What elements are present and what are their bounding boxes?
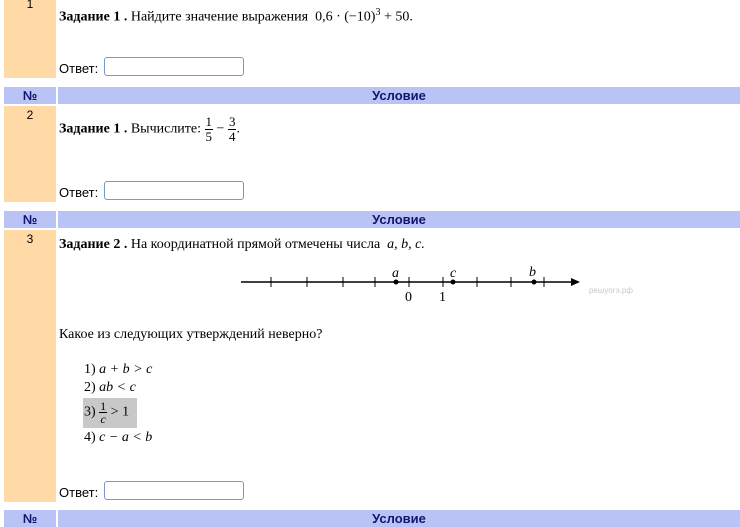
exponent: 3 [375, 7, 381, 18]
option-number: 3) [84, 404, 96, 420]
answer-input[interactable] [104, 181, 244, 200]
fraction-denominator: c [100, 412, 106, 426]
option-4 [84, 430, 152, 446]
header-condition [58, 211, 740, 228]
fraction-numerator: 1 [100, 399, 107, 413]
row-number: 2 [26, 108, 34, 122]
label-b: b [529, 265, 536, 280]
option-1 [84, 362, 152, 378]
task-text: Найдите значение выражения [130, 9, 309, 25]
expression: 0,6 · (−10) [315, 9, 376, 25]
header-condition [58, 87, 740, 104]
task-text: На координатной прямой отмечены числа [130, 237, 381, 252]
fraction-numerator: 1 [205, 114, 213, 129]
minus-sign: − [216, 121, 225, 137]
header-number-label: № [22, 511, 38, 526]
header-condition-label: Условие [372, 511, 426, 526]
header-condition-label: Условие [372, 212, 426, 227]
answer-label: Ответ: [59, 185, 99, 200]
arrow-head-icon [571, 278, 580, 286]
number-line-figure [238, 262, 648, 306]
fraction-denominator: 4 [228, 129, 236, 144]
option-number: 2) [84, 380, 96, 395]
fraction-denominator: 5 [205, 129, 213, 144]
fraction [205, 115, 214, 144]
option-text: ab < c [99, 380, 136, 395]
row-number: 1 [26, 0, 34, 11]
task-label: Задание 1 . [59, 121, 128, 137]
task-label: Задание 2 . [59, 237, 128, 252]
option-number: 1) [84, 362, 96, 377]
task-statement [59, 7, 413, 26]
label-one: 1 [439, 290, 446, 305]
expression-tail: + 50. [383, 9, 413, 25]
label-zero: 0 [405, 290, 412, 305]
row-number-cell [4, 106, 56, 202]
answer-input[interactable] [104, 57, 244, 76]
answer-label: Ответ: [59, 485, 99, 500]
period: . [236, 121, 240, 137]
label-a: a [392, 266, 399, 281]
variables: a, b, c. [387, 237, 425, 252]
fraction [99, 400, 107, 425]
label-c: c [450, 266, 457, 281]
option-number: 4) [84, 430, 96, 445]
question-text: Какое из следующих утверждений неверно? [59, 327, 323, 342]
task-text: Вычислите: [130, 121, 202, 137]
header-number [4, 211, 56, 228]
answer-label: Ответ: [59, 61, 99, 76]
point-b [532, 280, 537, 285]
task-statement [59, 115, 240, 144]
header-number [4, 87, 56, 104]
header-number-label: № [22, 88, 38, 103]
option-3 [84, 400, 129, 425]
option-text: a + b > c [99, 362, 153, 377]
row-number-cell [4, 230, 56, 502]
row-number-cell [4, 0, 56, 78]
row-number: 3 [26, 232, 34, 246]
option-text: c − a < b [99, 430, 153, 445]
answer-input[interactable] [104, 481, 244, 500]
task-statement [59, 237, 425, 253]
task-label: Задание 1 . [59, 9, 128, 25]
option-2 [84, 380, 136, 396]
header-number-label: № [22, 212, 38, 227]
watermark: решуогэ.рф [589, 286, 633, 295]
header-condition-label: Условие [372, 88, 426, 103]
option-text: > 1 [110, 404, 130, 420]
fraction-numerator: 3 [228, 114, 236, 129]
